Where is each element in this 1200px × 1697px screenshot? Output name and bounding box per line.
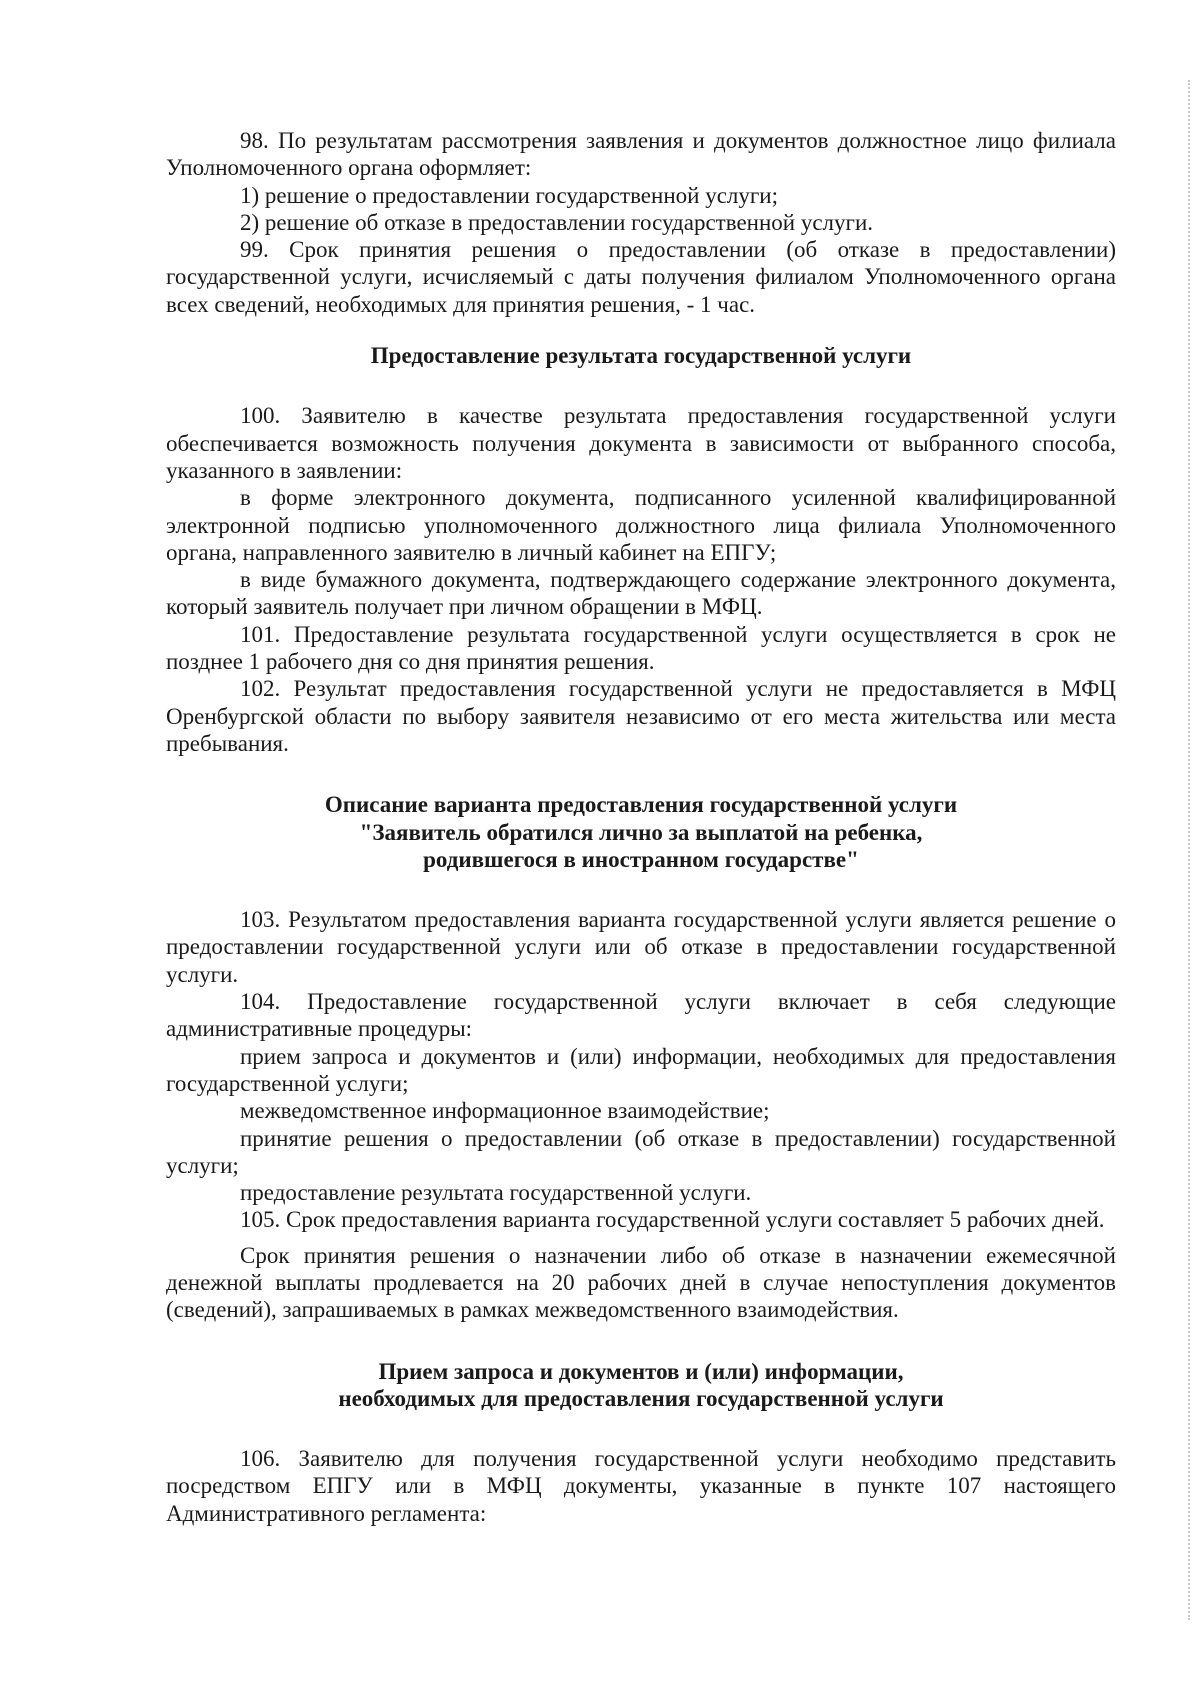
paragraph-100: 100. Заявителю в качестве результата предоставления государственной услуги обеспечивается возможность получения документа в зависимости от выбранного способа, указанного в заявлении: <box>166 403 1116 483</box>
list-item-electronic: в форме электронного документа, подписанного усиленной квалифицированной электронной подписью уполномоченного должностного лица филиала Уполномоченного органа, направленного заявителю в личный кабинет на ЕПГУ; <box>166 485 1116 565</box>
section-heading-request-line1: Прием запроса и документов и (или) информации, <box>378 1358 904 1384</box>
section-heading-result-text: Предоставление результата государственной услуги <box>370 343 912 369</box>
list-item-paper: в виде бумажного документа, подтверждающего содержание электронного документа, который заявитель получает при личном обращении в МФЦ. <box>166 567 1116 620</box>
section-heading-variant-line1: Описание варианта предоставления государственной услуги <box>324 792 958 818</box>
paragraph-98: 98. По результатам рассмотрения заявления и документов должностное лицо филиала Уполномоченного органа оформляет: <box>166 128 1116 181</box>
section-heading-result <box>166 342 1116 369</box>
section-heading-request-line2: необходимых для предоставления государственной услуги <box>338 1385 944 1411</box>
section-heading-variant-line2: "Заявитель обратился лично за выплатой на ребенка, <box>359 819 923 845</box>
paragraph-101: 101. Предоставление результата государственной услуги осуществляется в срок не позднее 1 рабочего дня со дня принятия решения. <box>166 621 1116 675</box>
paragraph-103: 103. Результатом предоставления варианта государственной услуги является решение о предоставлении государственной услуги или об отказе в предоставлении государственной услуги. <box>166 907 1116 987</box>
paragraph-106: 106. Заявителю для получения государственной услуги необходимо представить посредством ЕПГУ или в МФЦ документы, указанные в пункте 107 настоящего Административного регламента: <box>166 1446 1116 1526</box>
paragraph-104: 104. Предоставление государственной услуги включает в себя следующие административные процедуры: <box>166 989 1116 1042</box>
procedure-item-3: принятие решения о предоставлении (об отказе в предоставлении) государственной услуги; <box>166 1125 1116 1178</box>
text-column <box>166 127 1116 1527</box>
procedure-item-4: предоставление результата государственной услуги. <box>240 1180 752 1206</box>
section-heading-variant <box>166 791 1116 873</box>
section-heading-request <box>166 1358 1116 1413</box>
list-item-2: 2) решение об отказе в предоставлении государственной услуги. <box>240 209 874 235</box>
list-item-1: 1) решение о предоставлении государственной услуги; <box>240 182 779 208</box>
paragraph-99: 99. Срок принятия решения о предоставлении (об отказе в предоставлении) государственной услуги, исчисляемый с даты получения филиалом Уполномоченного органа всех сведений, необходимых для принятия решения, - 1 час. <box>166 237 1116 317</box>
paragraph-105: 105. Срок предоставления варианта государственной услуги составляет 5 рабочих дней. <box>240 1207 1105 1233</box>
procedure-item-1: прием запроса и документов и (или) информации, необходимых для предоставления государственной услуги; <box>166 1043 1116 1096</box>
procedure-item-2: межведомственное информационное взаимодействие; <box>240 1098 770 1124</box>
section-heading-variant-line3: родившегося в иностранном государстве" <box>423 846 859 872</box>
scan-edge-border <box>1188 80 1190 1620</box>
paragraph-105-extension: Срок принятия решения о назначении либо об отказе в назначении ежемесячной денежной выплаты продлевается на 20 рабочих дней в случае непоступления документов (сведений), запрашиваемых в рамках межведомственного взаимодействия. <box>166 1242 1116 1323</box>
paragraph-102: 102. Результат предоставления государственной услуги не предоставляется в МФЦ Оренбургской области по выбору заявителя независимо от его места жительства или места пребывания. <box>166 676 1116 756</box>
